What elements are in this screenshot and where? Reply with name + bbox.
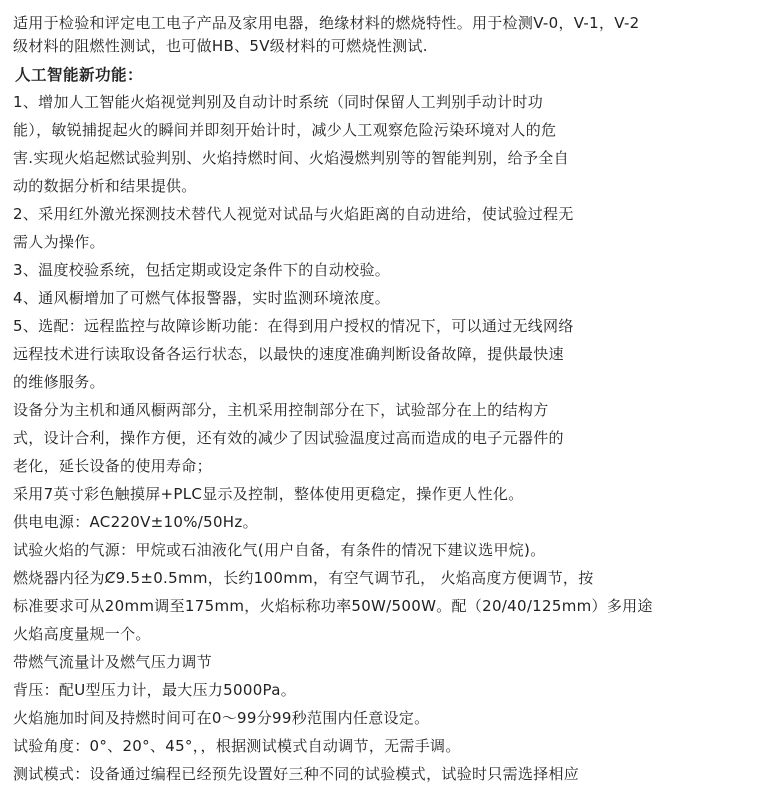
paragraph-line: 式，设计合利，操作方便，还有效的减少了因试验温度过高而造成的电子元器件的	[13, 429, 564, 447]
paragraph-line: 带燃气流量计及燃气压力调节	[13, 653, 212, 671]
paragraph-line: 火焰高度量规一个。	[13, 625, 151, 643]
paragraph-line: 试验角度：0°、20°、45°，，根据测试模式自动调节，无需手调。	[13, 737, 461, 755]
paragraph-line: 火焰施加时间及持燃时间可在0～99分99秒范围内任意设定。	[13, 709, 430, 727]
paragraph-line: 1、增加人工智能火焰视觉判别及自动计时系统（同时保留人工判别手动计时功	[13, 93, 544, 111]
paragraph-line: 需人为操作。	[13, 233, 105, 251]
paragraph-line: 动的数据分析和结果提供。	[13, 177, 197, 195]
paragraph-line: 远程技术进行读取设备各运行状态，以最快的速度准确判断设备故障，提供最快速	[13, 345, 564, 363]
paragraph-line: 的维修服务。	[13, 373, 105, 391]
paragraph-line: 5、选配：远程监控与故障诊断功能：在得到用户授权的情况下，可以通过无线网络	[13, 317, 574, 335]
paragraph-line: 测试模式：设备通过编程已经预先设置好三种不同的试验模式，试验时只需选择相应	[13, 765, 580, 783]
paragraph-line: 试验火焰的气源：甲烷或石油液化气(用户自备，有条件的情况下建议选甲烷)。	[13, 541, 546, 559]
paragraph-line: 供电电源：AC220V±10%/50Hz。	[13, 513, 258, 531]
paragraph-line: 燃烧器内径为Ȼ9.5±0.5mm，长约100mm，有空气调节孔， 火焰高度方便调节，按	[13, 569, 594, 587]
intro-line-2: 级材料的阻燃性测试，也可做HB、5V级材料的可燃烧性测试.	[13, 37, 428, 55]
paragraph-line: 采用7英寸彩色触摸屏+PLC显示及控制，整体使用更稳定，操作更人性化。	[13, 485, 524, 503]
paragraph-line: 4、通风橱增加了可燃气体报警器，实时监测环境浓度。	[13, 289, 391, 307]
document-body	[13, 88, 749, 788]
intro-line-1: 适用于检验和评定电工电子产品及家用电器，绝缘材料的燃烧特性。用于检测V-0，V-1，V-2	[13, 14, 640, 32]
paragraph-line: 害.实现火焰起燃试验判别、火焰持燃时间、火焰漫燃判别等的智能判别，给予全自	[13, 149, 569, 167]
paragraph-line: 3、温度校验系统，包括定期或设定条件下的自动校验。	[13, 261, 391, 279]
paragraph-line: 背压：配U型压力计，最大压力5000Pa。	[13, 681, 297, 699]
paragraph-line: 设备分为主机和通风橱两部分，主机采用控制部分在下，试验部分在上的结构方	[13, 401, 549, 419]
paragraph-line: 2、采用红外激光探测技术替代人视觉对试品与火焰距离的自动进给，使试验过程无	[13, 205, 574, 223]
paragraph-line: 老化，延长设备的使用寿命；	[13, 457, 212, 475]
paragraph-line: 能），敏锐捕捉起火的瞬间并即刻开始计时，减少人工观察危险污染环境对人的危	[13, 121, 557, 139]
section-heading: 人工智能新功能：	[15, 66, 144, 84]
paragraph-line: 标准要求可从20mm调至175mm，火焰标称功率50W/500W。配（20/40/125mm）多用途	[13, 597, 653, 615]
